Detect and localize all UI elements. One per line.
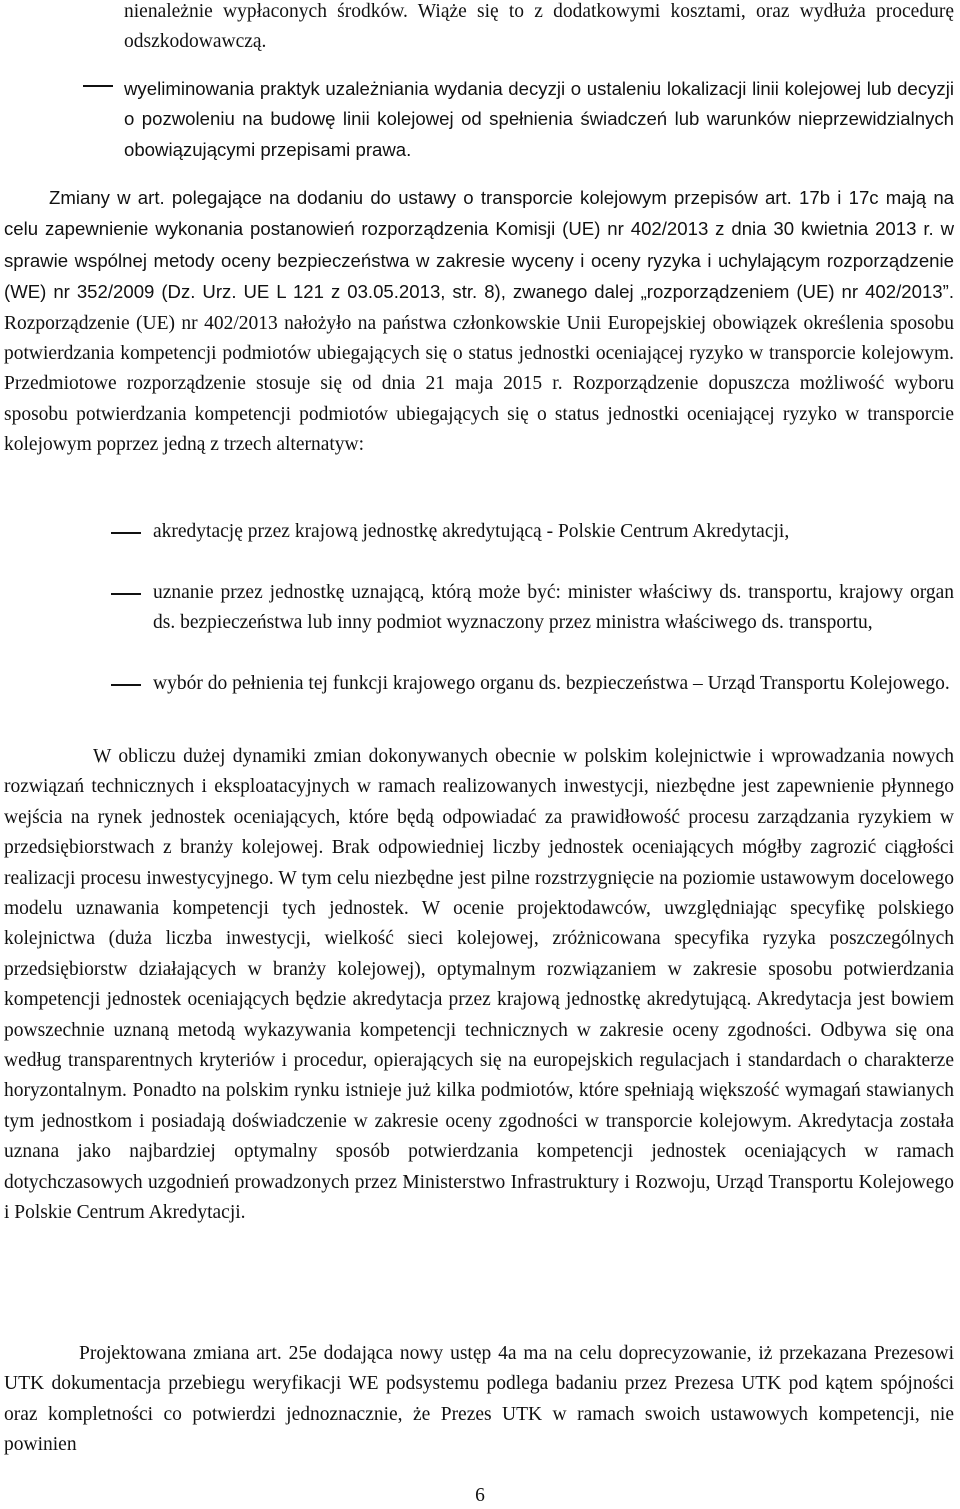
paragraph-dynamics	[4, 742, 954, 1229]
alternative-item-text: wybór do pełnienia tej funkcji krajowego organu ds. bezpieczeństwa – Urząd Transportu Kolejowego.	[153, 673, 950, 694]
alternative-item-recognition	[153, 578, 954, 639]
bullet-dash-icon	[83, 85, 113, 87]
alternative-dash-icon	[111, 593, 141, 595]
paragraph-changes-serif-text: Rozporządzenie (UE) nr 402/2013 nałożyło na państwa członkowskie Unii Europejskiej obowiązek określenia sposobu potwierdzania kompetencji podmiotów ubiegających się o status jednostki oceniającej ryzyko w transporcie kolejowym. Przedmiotowe rozporządzenie stosuje się od dnia 21 maja 2015 r. Rozporządzenie dopuszcza możliwość wyboru sposobu potwierdzania kompetencji podmiotów ubiegających się o status jednostki oceniającej ryzyko w transporcie kolejowym poprzez jedną z trzech alternatyw:	[4, 312, 954, 456]
alternative-item-accreditation	[153, 517, 954, 547]
paragraph-changes-art-17b-17c	[4, 183, 954, 461]
paragraph-projected-text: Projektowana zmiana art. 25e dodająca nowy ustęp 4a ma na celu doprecyzowanie, iż przekazana Prezesowi UTK dokumentacja przebiegu weryfikacji WE podsystemu podlega badaniu przez Prezesa UTK pod kątem spójności oraz kompletności co potwierdzi jednoznacznie, że Prezes UTK w ramach swoich ustawowych kompetencji, nie powinien	[4, 1343, 954, 1456]
alternative-dash-icon	[111, 532, 141, 534]
paragraph-changes-sans-text: Zmiany w art. polegające na dodaniu do ustawy o transporcie kolejowym przepisów art. 17b i 17c mają na celu zapewnienie wykonania postanowień rozporządzenia Komisji (UE) nr 402/2013 z dnia 30 kwietnia 2013 r. w sprawie wspólnej metody oceny bezpieczeństwa w zakresie wyceny i oceny ryzyka i uchylającym rozporządzenie (WE) nr 352/2009 (Dz. Urz. UE L 121 z 03.05.2013, str. 8), zwanego dalej „rozporządzeniem (UE) nr 402/2013”.	[4, 187, 954, 303]
alternative-item-national-authority	[153, 669, 954, 699]
alternative-dash-icon	[111, 684, 141, 686]
bullet-item-eliminate-practices	[124, 74, 954, 165]
intro-continuation-paragraph	[124, 0, 954, 58]
alternative-item-text: akredytację przez krajową jednostkę akredytującą - Polskie Centrum Akredytacji,	[153, 521, 790, 542]
bullet-item-text: wyeliminowania praktyk uzależniania wydania decyzji o ustaleniu lokalizacji linii kolejowej lub decyzji o pozwoleniu na budowę linii kolejowej od spełnienia świadczeń lub warunków nieprzewidzialnych obowiązującymi przepisami prawa.	[124, 78, 954, 160]
alternative-item-text: uznanie przez jednostkę uznającą, którą może być: minister właściwy ds. transportu, krajowy organ ds. bezpieczeństwa lub inny podmiot wyznaczony przez ministra właściwego ds. transportu,	[153, 582, 954, 634]
page-number: 6	[475, 1485, 485, 1506]
intro-continuation-text: nienależnie wypłaconych środków. Wiąże się to z dodatkowymi kosztami, oraz wydłuża procedurę odszkodowawczą.	[124, 1, 954, 53]
paragraph-dynamics-text: W obliczu dużej dynamiki zmian dokonywanych obecnie w polskim kolejnictwie i wprowadzania nowych rozwiązań technicznych i eksploatacyjnych w ramach realizowanych inwestycji, niezbędne jest zapewnienie płynnego wejścia na rynek jednostek oceniających, które będą odpowiadać za prawidłowość procesu zarządzania ryzykiem w przedsiębiorstwach z branży kolejowej. Brak odpowiedniej liczby jednostek oceniających mógłby zagrozić ciągłości realizacji procesu inwestycyjnego. W tym celu niezbędne jest pilne rozstrzygnięcie na poziomie ustawowym docelowego modelu uznawania kompetencji tych jednostek. W ocenie projektodawców, uwzględniając specyfikę polskiego kolejnictwa (duża liczba inwestycji, wielkość sieci kolejowej, zróżnicowana specyfika ryzyka poszczególnych przedsiębiorstw działających w branży kolejowej), optymalnym rozwiązaniem w zakresie sposobu potwierdzania kompetencji jednostek oceniających będzie akredytacja przez krajową jednostkę akredytującą. Akredytacja jest bowiem powszechnie uznaną metodą wykazywania kompetencji technicznych w zakresie oceny zgodności. Odbywa się ona według transparentnych kryteriów i procedur, opierających się na europejskich regulacjach i standardach o charakterze horyzontalnym. Ponadto na polskim rynku istnieje już kilka podmiotów, które spełniają większość wymagań stawianych tym jednostkom i posiadają doświadczenie w zakresie oceny zgodności w transporcie kolejowym. Akredytacja została uznana jako najbardziej optymalny sposób potwierdzania kompetencji jednostek oceniających w ramach dotychczasowych uzgodnień prowadzonych przez Ministerstwo Infrastruktury i Rozwoju, Urząd Transportu Kolejowego i Polskie Centrum Akredytacji.	[4, 746, 954, 1224]
paragraph-projected-change	[4, 1339, 954, 1461]
